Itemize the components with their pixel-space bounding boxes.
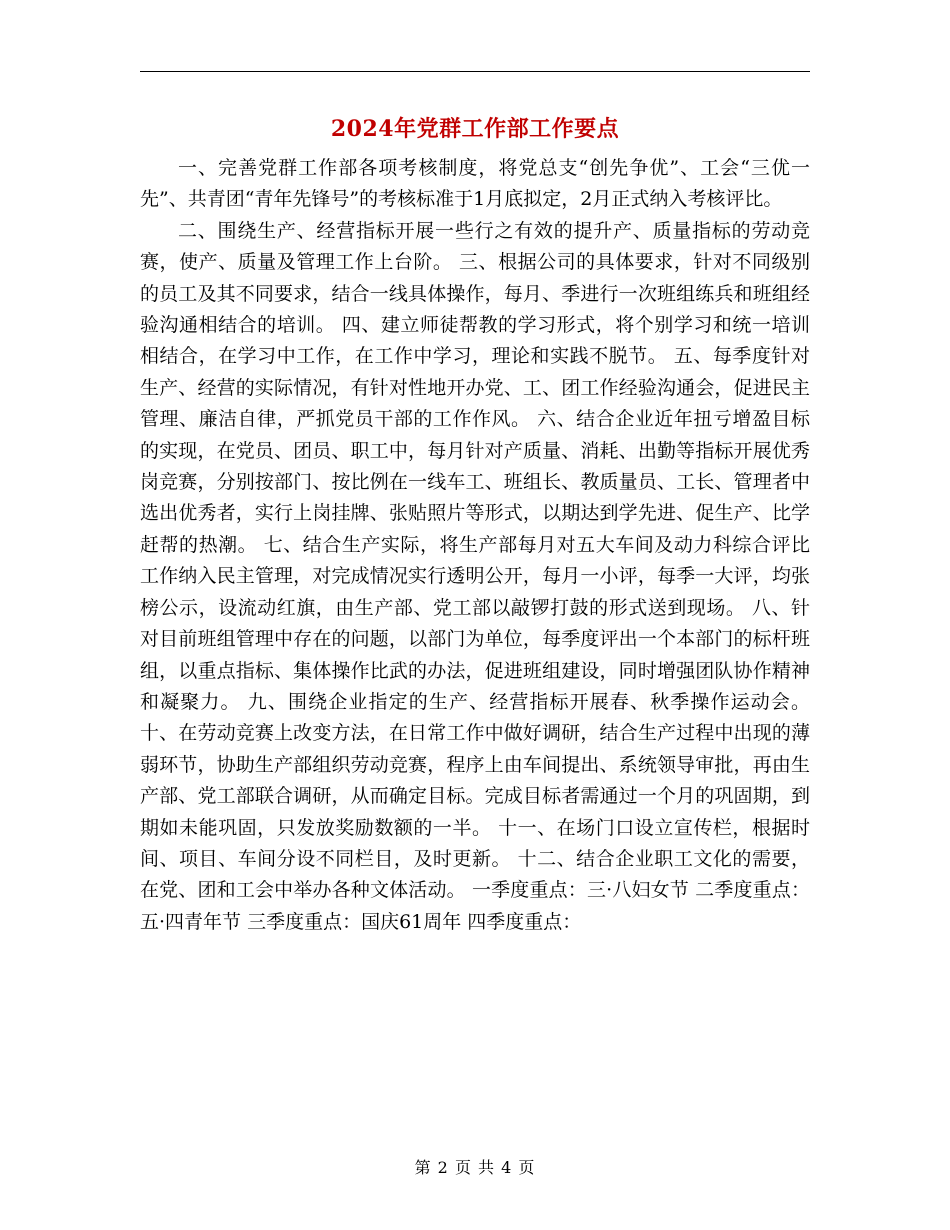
- header-rule: [140, 71, 810, 72]
- paragraph-2: 二、围绕生产、经营指标开展一些行之有效的提升产、质量指标的劳动竞赛，使产、质量及管理工作上台阶。 三、根据公司的具体要求，针对不同级别的员工及其不同要求，结合一线具体操作，每月、季进行一次班组练兵和班组经验沟通相结合的培训。 四、建立师徒帮教的学习形式，将个别学习和统一培训相结合，在学习中工作，在工作中学习，理论和实践不脱节。 五、每季度针对生产、经营的实际情况，有针对性地开办党、工、团工作经验沟通会，促进民主管理、廉洁自律，严抓党员干部的工作作风。 六、结合企业近年扭亏增盈目标的实现，在党员、团员、职工中，每月针对产质量、消耗、出勤等指标开展优秀岗竞赛，分别按部门、按比例在一线车工、班组长、教质量员、工长、管理者中选出优秀者，实行上岗挂牌、张贴照片等形式，以期达到学先进、促生产、比学赶帮的热潮。 七、结合生产实际，将生产部每月对五大车间及动力科综合评比工作纳入民主管理，对完成情况实行透明公开，每月一小评，每季一大评，均张榜公示，设流动红旗，由生产部、党工部以敲锣打鼓的形式送到现场。 八、针对目前班组管理中存在的问题，以部门为单位，每季度评出一个本部门的标杆班组，以重点指标、集体操作比武的办法，促进班组建设，同时增强团队协作精神和凝聚力。 九、围绕企业指定的生产、经营指标开展春、秋季操作运动会。 十、在劳动竞赛上改变方法，在日常工作中做好调研，结合生产过程中出现的薄弱环节，协助生产部组织劳动竞赛，程序上由车间提出、系统领导审批，再由生产部、党工部联合调研，从而确定目标。完成目标者需通过一个月的巩固期，到期如未能巩固，只发放奖励数额的一半。 十一、在场门口设立宣传栏，根据时间、项目、车间分设不同栏目，及时更新。 十二、结合企业职工文化的需要，在党、团和工会中举办各种文体活动。 一季度重点：三·八妇女节 二季度重点：五·四青年节 三季度重点：国庆61周年 四季度重点：: [140, 219, 810, 933]
- document-body: [140, 153, 810, 938]
- page-number-footer: 第 2 页 共 4 页: [414, 1158, 536, 1177]
- document-title: 2024年党群工作部工作要点: [330, 116, 620, 142]
- paragraph-1: 一、完善党群工作部各项考核制度，将党总支“创先争优”、工会“三优一先”、共青团“青年先锋号”的考核标准于1月底拟定，2月正式纳入考核评比。: [140, 157, 810, 211]
